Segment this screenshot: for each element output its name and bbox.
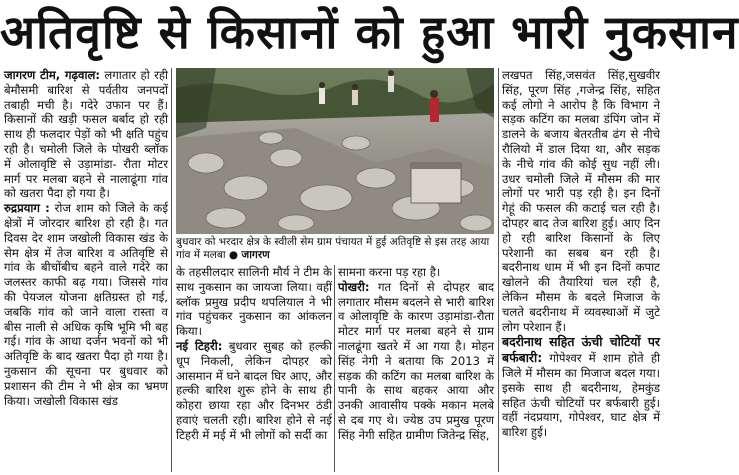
paragraph [176, 339, 332, 443]
news-photo [176, 68, 494, 234]
article-column-2 [176, 265, 332, 472]
paragraph-text: गत दिनों से दोपहर बाद लगातार मौसम बदलने से भारी बारिश व ओलावृष्टि के कारण उड़ामांडा-रौता मोटर मार्ग पर मलबा बहने से ग्राम नालढूंगा खतरे में आ गया है। मोहन सिंह नेगी ने बताया कि 2013 में सड़क की कटिंग का मलबा बारिश के पानी के साथ बहकर आया और उनकी आवासीय पक्के मकान मलबे से दब गए थे। ज्येष्ठ उप प्रमुख पूरण सिंह नेगी सहित ग्रामीण जितेन्द्र सिंह, [338, 279, 495, 442]
column-divider [498, 68, 499, 472]
caption-text: बुधवार को भरदार क्षेत्र के स्वीली सेम ग्राम पंचायत में हुई अतिवृष्टि से इस तरह आया गांव में मलबा [176, 236, 490, 261]
paragraph: सामना करना पड़ रहा है। [338, 265, 441, 279]
camera-icon: ● [228, 249, 239, 261]
headline: अतिवृष्टि से किसानों को हुआ भारी नुकसान [0, 5, 739, 59]
column-divider [334, 265, 335, 472]
dateline: जागरण टीम, गढ़वाल: [4, 68, 100, 82]
paragraph-text: गोपेश्वर में शाम होते ही जिले में मौसम का मिजाज बदल गया। इसके साथ ही बदरीनाथ, हेमकुंड सहित ऊंची चोटियों पर बर्फबारी हुई। वहीं नंदप्रयाग, गोपेश्वर, घाट क्षेत्र में बारिश हुई। [502, 351, 660, 440]
place-dateline: नई टिहरी: [176, 338, 223, 353]
paragraph-text: बुधवार सुबह को हल्की धूप निकली, लेकिन दोपहर को आसमान में घने बादल घिर आए, और हल्की बारिश शुरू होने के साथ ही कोहरा छाया रहा और दिनभर ठंडी हवाएं चलती रही। बारिश होने से नई टिहरी में मई में भी लोगों को सर्दी का [176, 338, 333, 442]
paragraph [4, 68, 168, 201]
subheading: बदरीनाथ सहित ऊंची चोटियों पर बर्फबारी: [502, 334, 660, 366]
paragraph-text: रोज शाम को जिले के कई क्षेत्रों में जोरदार बारिश हो रही है। गत दिवस देर शाम जखोली विकास खंड के सेम क्षेत्र में तेज बारिश व अतिवृष्टि से गांव के बीचोंबीच बहने वाले गदेरे का जलस्तर काफी बढ़ गया। जिससे गांव की पेयजल योजना क्षतिग्रस्त हो गई, जबकि गांव को जाने वाला रास्ता व बीस नाली से अधिक कृषि भूमि भी बह गई। गांव के आधा दर्जन भवनों को भी अतिवृष्टि के बाद खतरा पैदा हो गया है। नुकसान की सूचना पर बुधवार को प्रशासन की टीम ने भी क्षेत्र का भ्रमण किया। जखोली विकास खंड [4, 201, 169, 408]
paragraph: के तहसीलदार सालिनी मौर्य ने टीम के साथ नुकसान का जायजा लिया। वहीं ब्लॉक प्रमुख प्रदीप थपलियाल ने भी गांव पहुंचकर नुकसान का आंकलन किया। [176, 265, 332, 339]
photo-credit: जागरण [241, 249, 270, 261]
article-column-1 [4, 68, 168, 472]
photo-caption [176, 236, 494, 262]
place-dateline: पोखरी: [338, 279, 370, 294]
paragraph [338, 280, 494, 443]
column-divider [171, 68, 172, 472]
article-column-3 [338, 265, 494, 472]
paragraph [502, 334, 660, 440]
paragraph [4, 201, 168, 408]
paragraph: लखपत सिंह,जसवंत सिंह,सुखवीर सिंह, पूरण सिंह ,गजेन्द्र सिंह, सहित कई लोगो ने आरोप है कि विभाग ने सड़क कटिंग का मलबा डंपिंग जोन में डालने के बजाय बेतरतीब ढंग से नीचे रौलियो में डाल दिया था, और सड़क के नीचे गांव की कोई सुध नहीं ली। उधर चमोली जिले में मौसम की मार लोगों पर भारी पड़ रही है। इन दिनों गेहूं की फसल की कटाई चल रही है। दोपहर बाद तेज बारिश हुई। आए दिन हो रही बारिश किसानों के लिए परेशानी का सबब बन रही है। बदरीनाथ धाम में भी इन दिनों कपाट खोलने की तैयारियां चल रही है, लेकिन मौसम के बदले मिजाज के चलते बदरीनाथ में व्यवस्थाओं में जुटे लोग परेशान हैं। [502, 68, 660, 334]
article-column-4 [502, 68, 660, 472]
paragraph-text: लगातार हो रही बेमौसमी बारिश से पर्वतीय जनपदों तबाही मची है। गदेरे उफान पर हैं। किसानों की खड़ी फसल बर्बाद हो रही साथ ही फलदार पेड़ों को भी क्षति पहुंच रही है। चमोली जिले के पोखरी ब्लॉक में ओलावृष्टि से उड़ामांडा- रौता मोटर मार्ग पर मलबा बहने से नालाढूंगा गांव को खतरा पैदा हो गया है। [4, 68, 169, 201]
place-dateline: रुद्रप्रयाग : [4, 201, 50, 216]
